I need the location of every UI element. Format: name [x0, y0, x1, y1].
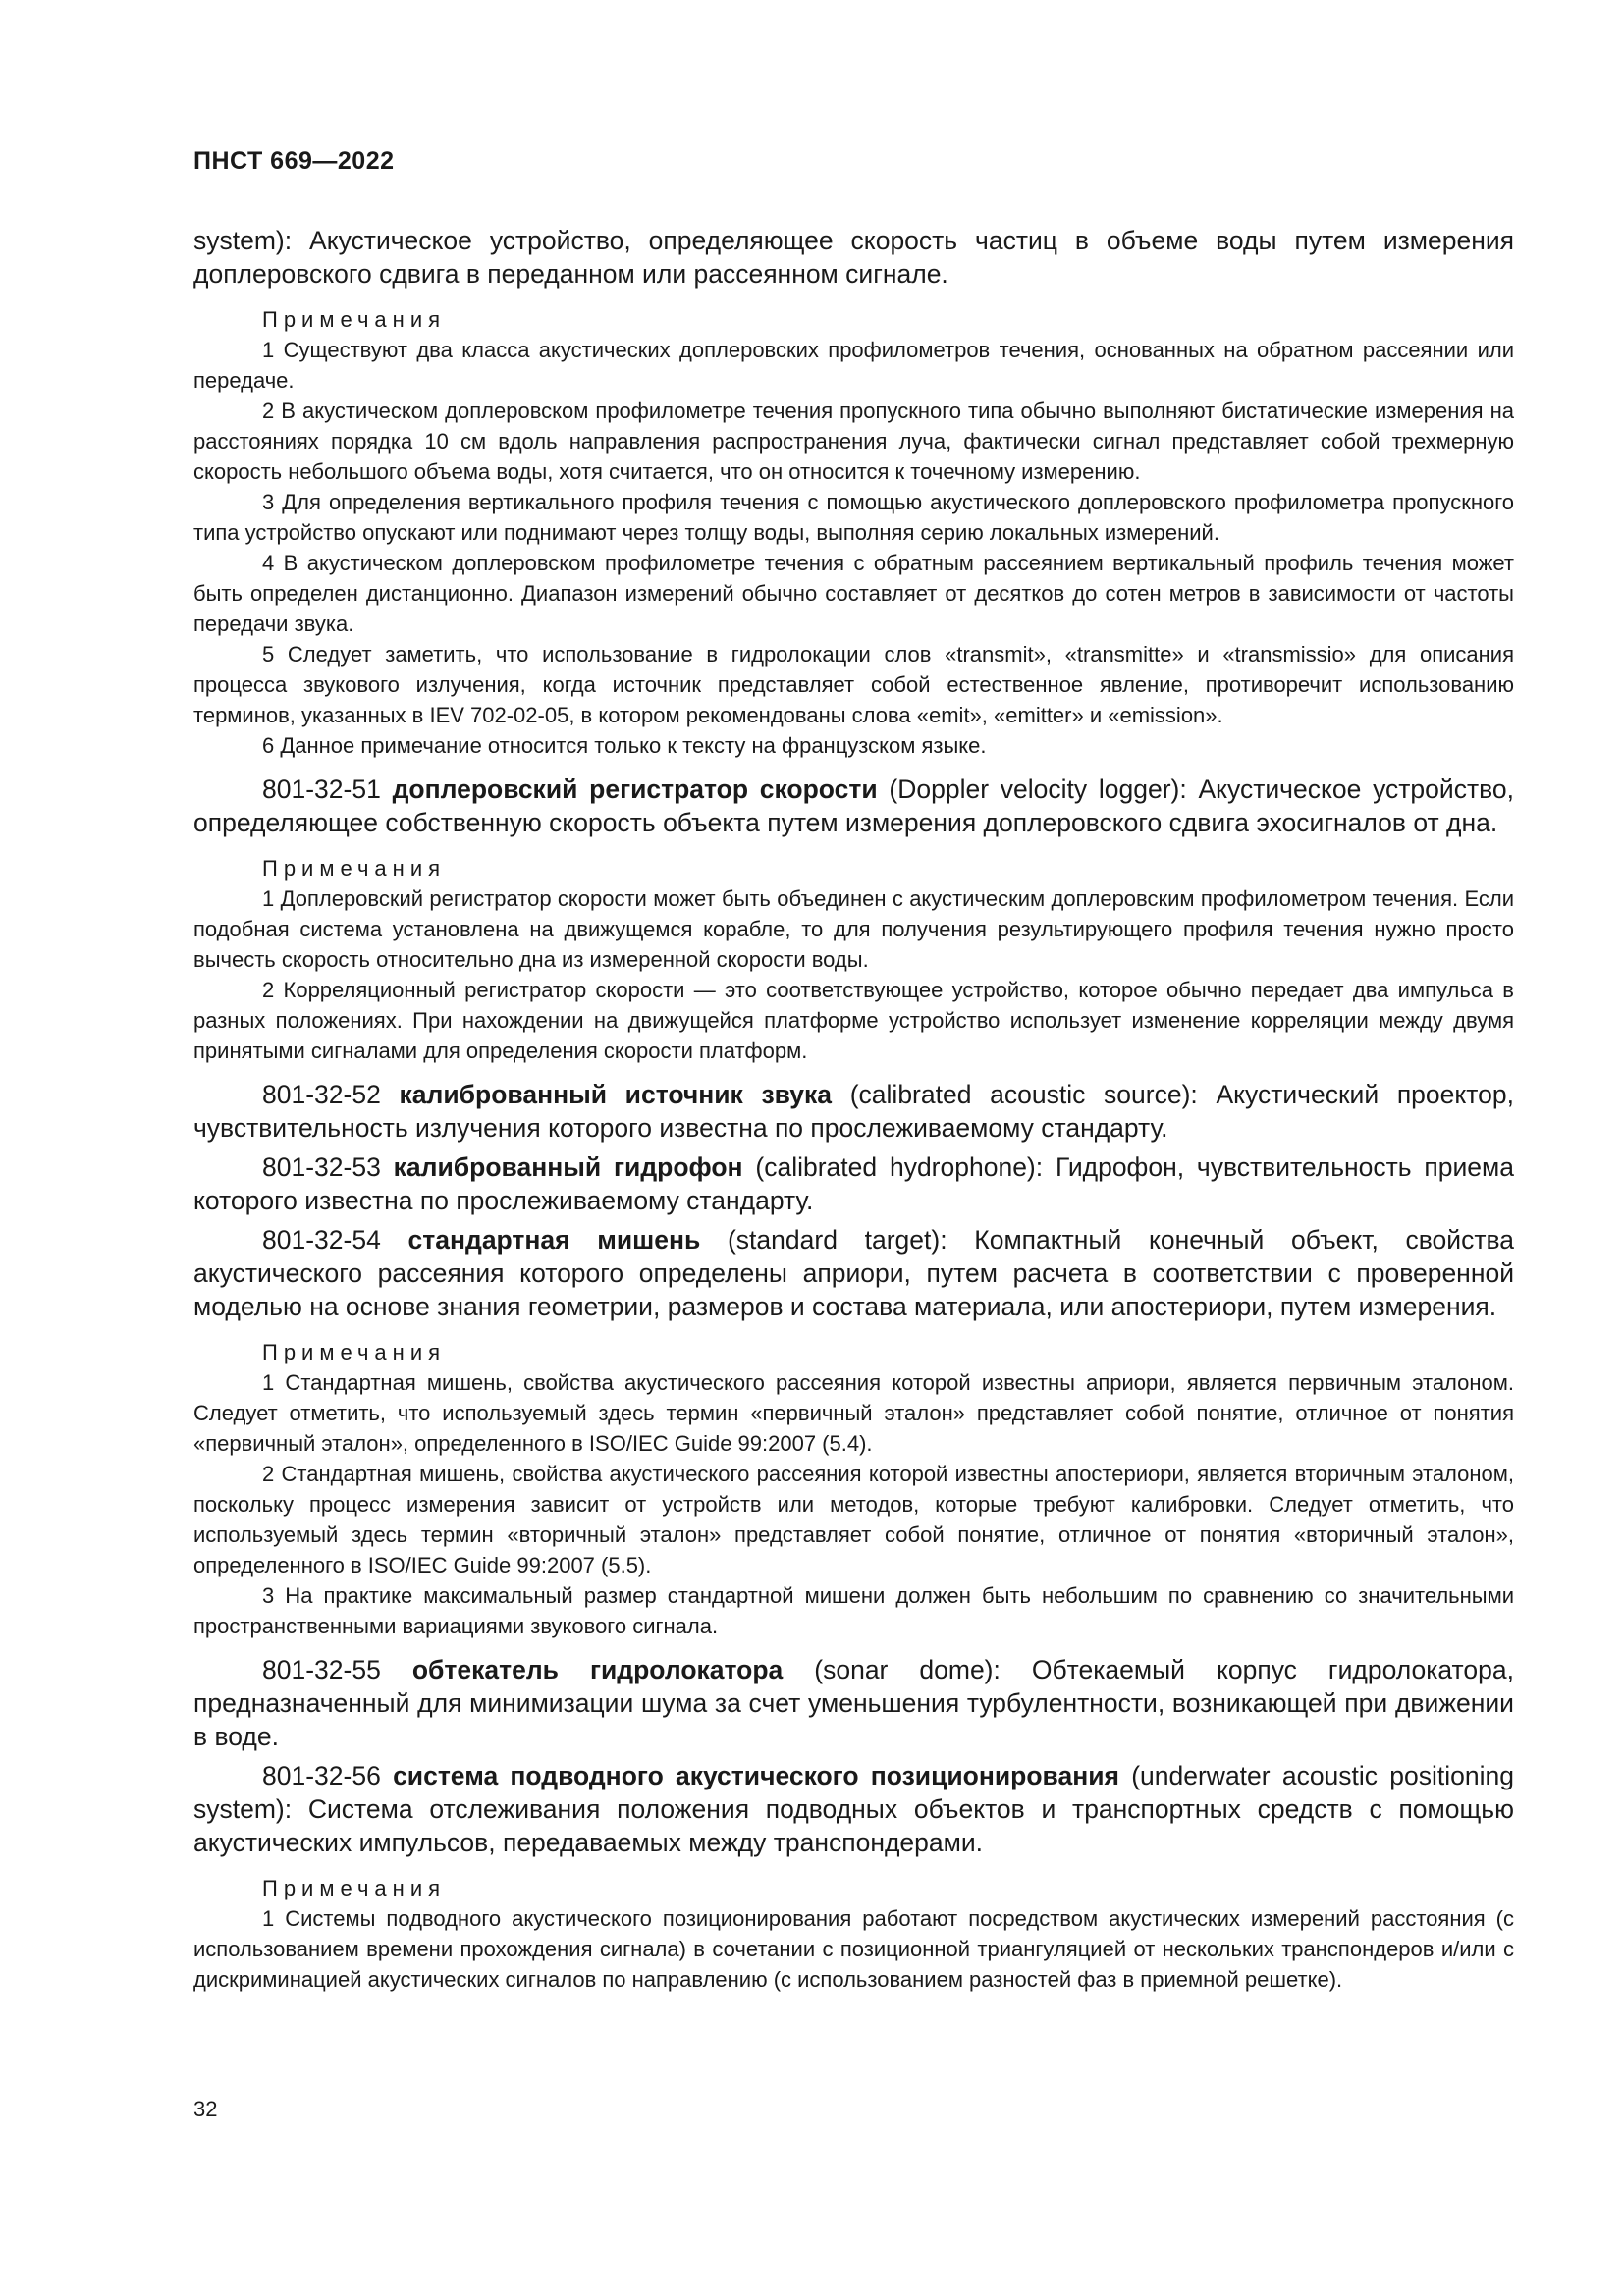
term-definition: (standard target): Компактный конечный объект, свойства акустического рассеяния которого определены априори, путем расчета в соответствии с проверенной моделью на основе знания геометрии, размеров и состава материала, или апостериори, путем измерения. [193, 1225, 1515, 1321]
term-definition: (calibrated hydrophone): Гидрофон, чувствительность приема которого известна по прослеживаемому стандарту. [193, 1152, 1514, 1215]
term-title: доплеровский регистратор скорости [392, 774, 878, 804]
term-title: система подводного акустического позиционирования [393, 1761, 1119, 1790]
note-item: 2 Стандартная мишень, свойства акустического рассеяния которой известны апостериори, является вторичным эталоном, поскольку процесс измерения зависит от устройств или методов, которые требуют калибровки. Следует отметить, что используемый здесь термин «вторичный эталон» представляет собой понятие, отличное от понятия «вторичный эталон», определенного в ISO/IEC Guide 99:2007 (5.5). [193, 1462, 1514, 1577]
term-code: 801-32-52 [262, 1080, 381, 1109]
term-code: 801-32-56 [262, 1761, 381, 1790]
term-entry [193, 1078, 1514, 1145]
notes-heading: Примечания [262, 856, 447, 881]
term-definition: (Doppler velocity logger): Акустическое устройство, определяющее собственную скорость объекта путем измерения доплеровского сдвига эхосигналов от дна. [193, 774, 1514, 837]
note-item: 4 В акустическом доплеровском профилометре течения с обратным рассеянием вертикальный профиль течения может быть определен дистанционно. Диапазон измерений обычно составляет от десятков до сотен метров в зависимости от частоты передачи звука. [193, 551, 1514, 636]
note-item: 6 Данное примечание относится только к тексту на французском языке. [262, 733, 987, 758]
term-title: калиброванный источник звука [399, 1080, 833, 1109]
page-content [193, 224, 1514, 1995]
note-item: 1 Системы подводного акустического позиционирования работают посредством акустических измерений расстояния (с использованием времени прохождения сигнала) в сочетании с позиционной триангуляцией от нескольких транспондеров и/или с дискриминацией акустических сигналов по направлению (с использованием разностей фаз в приемной решетке). [193, 1906, 1514, 1992]
term-entry [193, 1759, 1514, 1859]
term-definition: (underwater acoustic positioning system): Система отслеживания положения подводных объектов и транспортных средств с помощью акустических импульсов, передаваемых между транспондерами. [193, 1761, 1514, 1857]
term-entry [193, 773, 1514, 839]
note-item: 3 Для определения вертикального профиля течения с помощью акустического доплеровского профилометра пропускного типа устройство опускают или поднимают через толщу воды, выполняя серию локальных измерений. [193, 490, 1514, 545]
notes-heading: Примечания [262, 1876, 447, 1900]
term-entry [193, 1150, 1514, 1217]
term-title: калиброванный гидрофон [393, 1152, 743, 1182]
notes-heading: Примечания [262, 307, 447, 332]
note-item: 1 Стандартная мишень, свойства акустического рассеяния которой известны априори, является первичным эталоном. Следует отметить, что используемый здесь термин «первичный эталон» представляет собой понятие, отличное от понятия «первичный эталон», определенного в ISO/IEC Guide 99:2007 (5.4). [193, 1370, 1514, 1456]
document-header: ПНСТ 669—2022 [193, 147, 395, 175]
term-title: обтекатель гидролокатора [411, 1655, 784, 1684]
note-item: 1 Доплеровский регистратор скорости может быть объединен с акустическим доплеровским профилометром течения. Если подобная система установлена на движущемся корабле, то для получения результирующего профиля течения нужно просто вычесть скорость относительно дна из измеренной скорости воды. [193, 886, 1514, 972]
term-code: 801-32-51 [262, 774, 381, 804]
term-code: 801-32-55 [262, 1655, 381, 1684]
note-item: 5 Следует заметить, что использование в гидролокации слов «transmit», «transmitte» и «transmissio» для описания процесса звукового излучения, когда источник представляет собой естественное явление, противоречит использованию терминов, указанных в IEV 702-02-05, в котором рекомендованы слова «emit», «emitter» и «emission». [193, 642, 1514, 727]
page-number: 32 [193, 2097, 218, 2121]
term-entry [193, 1223, 1514, 1323]
note-item: 2 Корреляционный регистратор скорости — это соответствующее устройство, которое обычно передает два импульса в разных положениях. При нахождении на движущейся платформе устройство использует изменение корреляции между двумя принятыми сигналами для определения скорости платформ. [193, 978, 1514, 1063]
note-item: 1 Существуют два класса акустических доплеровских профилометров течения, основанных на обратном рассеянии или передаче. [193, 338, 1514, 393]
term-code: 801-32-54 [262, 1225, 381, 1255]
term-definition: (calibrated acoustic source): Акустический проектор, чувствительность излучения которого известна по прослеживаемому стандарту. [193, 1080, 1514, 1143]
term-entry [193, 1653, 1514, 1753]
term-code: 801-32-53 [262, 1152, 381, 1182]
term-title: стандартная мишень [407, 1225, 701, 1255]
term-definition: (sonar dome): Обтекаемый корпус гидролокатора, предназначенный для минимизации шума за счет уменьшения турбулентности, возникающей при движении в воде. [193, 1655, 1514, 1751]
note-item: 2 В акустическом доплеровском профилометре течения пропускного типа обычно выполняют бистатические измерения на расстояниях порядка 10 см вдоль направления распространения луча, фактически сигнал представляет собой трехмерную скорость небольшого объема воды, хотя считается, что он относится к точечному измерению. [193, 399, 1514, 484]
note-item: 3 На практике максимальный размер стандартной мишени должен быть небольшим по сравнению со значительными пространственными вариациями звукового сигнала. [193, 1583, 1514, 1638]
notes-heading: Примечания [262, 1340, 447, 1364]
intro-paragraph: system): Акустическое устройство, определяющее скорость частиц в объеме воды путем измерения доплеровского сдвига в переданном или рассеянном сигнале. [193, 226, 1514, 289]
